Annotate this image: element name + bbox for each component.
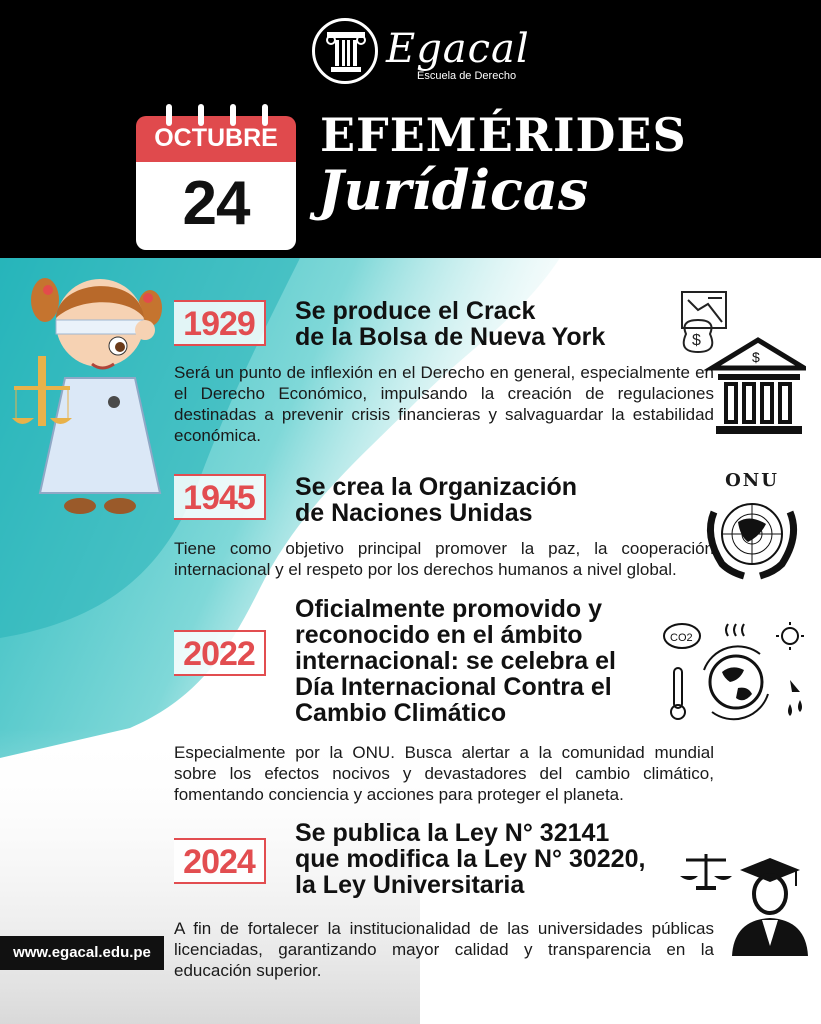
year-badge-1945: 1945 bbox=[174, 474, 266, 520]
climate-change-icon bbox=[660, 620, 810, 725]
un-emblem-icon bbox=[700, 492, 804, 580]
stock-market-bank-icon bbox=[678, 290, 806, 440]
header-banner bbox=[0, 0, 821, 258]
title-line: reconocido en el ámbito bbox=[295, 621, 583, 649]
title-line: internacional: se celebra el bbox=[295, 647, 616, 675]
year-badge-2022: 2022 bbox=[174, 630, 266, 676]
calendar-day: 24 bbox=[182, 169, 250, 238]
year-badge-2024: 2024 bbox=[174, 838, 266, 884]
year-badge-1929: 1929 bbox=[174, 300, 266, 346]
calendar-badge bbox=[136, 104, 296, 250]
calendar-ring bbox=[198, 104, 204, 126]
entry-title-2024 bbox=[295, 820, 645, 898]
entry-description-1929: Será un punto de inflexión en el Derecho en general, especialmente en el Derecho Económico, impulsando la creación de regulaciones destinadas a prevenir crisis financieras y salvaguardar la estabilidad económica. bbox=[174, 363, 714, 445]
svg-text:$: $ bbox=[692, 332, 701, 349]
entry-description-2024: A fin de fortalecer la institucionalidad de las universidades públicas licenciadas, garantizando mayor calidad y transparencia en la educación superior. bbox=[174, 919, 714, 980]
un-label: ONU bbox=[725, 470, 779, 491]
graduate-scales-icon bbox=[680, 848, 808, 958]
entry-title-1945 bbox=[295, 474, 577, 526]
calendar-ring bbox=[230, 104, 236, 126]
page-subtitle: Jurídicas bbox=[318, 158, 589, 222]
co2-label: CO2 bbox=[670, 632, 693, 644]
un-emblem bbox=[700, 470, 804, 580]
entry-description-1945: Tiene como objetivo principal promover la paz, la cooperación internacional y el respeto por los derechos humanos a nivel global. bbox=[174, 539, 714, 579]
title-line: Día Internacional Contra el bbox=[295, 673, 612, 701]
title-line: que modifica la Ley N° 30220, bbox=[295, 845, 646, 873]
title-line: de Naciones Unidas bbox=[295, 499, 533, 527]
svg-text:$: $ bbox=[752, 349, 760, 365]
title-line: de la Bolsa de Nueva York bbox=[295, 323, 606, 351]
brand-subtitle: Escuela de Derecho bbox=[417, 70, 517, 82]
title-line: Oficialmente promovido y bbox=[295, 595, 603, 623]
title-line: la Ley Universitaria bbox=[295, 871, 525, 899]
entry-title-2022 bbox=[295, 596, 616, 726]
title-line: Se crea la Organización bbox=[295, 473, 578, 501]
entry-description-2022: Especialmente por la ONU. Busca alertar a la comunidad mundial sobre los efectos nocivos y devastadores del cambio climático, fomentando conciencia y acciones para proteger el planeta. bbox=[174, 743, 714, 804]
logo-emblem bbox=[312, 18, 378, 84]
entry-title-1929 bbox=[295, 298, 605, 350]
title-line: Se publica la Ley N° 32141 bbox=[295, 819, 610, 847]
calendar-ring bbox=[166, 104, 172, 126]
page-title: EFEMÉRIDES bbox=[320, 108, 687, 162]
title-line: Cambio Climático bbox=[295, 699, 507, 727]
calendar-month: OCTUBRE bbox=[154, 124, 278, 152]
website-label[interactable]: www.egacal.edu.pe bbox=[0, 936, 164, 970]
lady-justice-cartoon-icon bbox=[10, 268, 170, 518]
title-line: Se produce el Crack bbox=[295, 297, 536, 325]
calendar-ring bbox=[262, 104, 268, 126]
column-icon bbox=[325, 30, 367, 74]
brand-name: Egacal bbox=[386, 26, 530, 72]
